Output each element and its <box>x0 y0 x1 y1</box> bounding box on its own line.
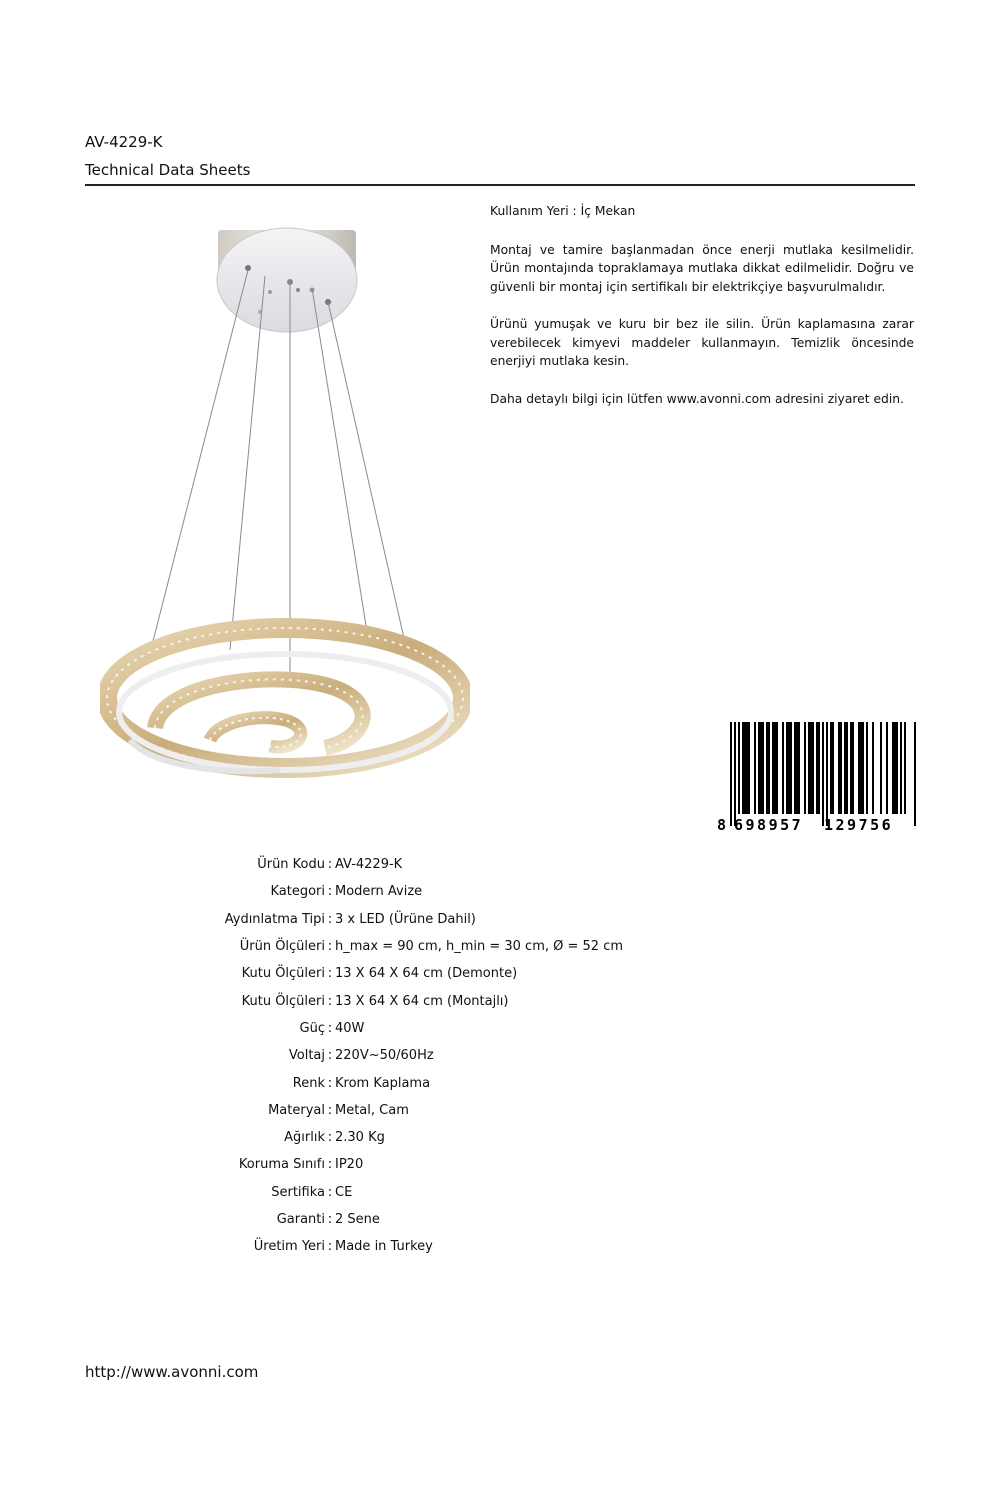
barcode-bar <box>846 722 848 814</box>
barcode-bar <box>754 722 756 814</box>
spec-separator: : <box>327 1212 333 1227</box>
spec-label: Koruma Sınıfı <box>238 1157 325 1173</box>
spec-label: Aydınlatma Tipi <box>224 911 325 927</box>
spec-value: Made in Turkey <box>335 1239 433 1255</box>
barcode-bar <box>796 722 798 814</box>
spec-separator: : <box>327 993 333 1009</box>
barcode-bars <box>730 722 917 826</box>
more-info-paragraph: Daha detaylı bilgi için lütfen www.avonni.com adresini ziyaret edin. <box>490 391 904 406</box>
barcode-bar <box>894 722 896 814</box>
barcode-bar <box>850 722 852 814</box>
spec-separator: : <box>327 911 333 927</box>
spec-row <box>120 1151 623 1178</box>
spec-separator: : <box>327 939 333 955</box>
barcode-bar <box>838 722 840 814</box>
barcode-bar <box>774 722 776 814</box>
barcode-bar <box>804 722 806 814</box>
barcode-bar <box>790 722 792 814</box>
spec-value: 220V~50/60Hz <box>335 1048 434 1064</box>
barcode-group-left: 698957 <box>734 816 804 834</box>
spec-value: Modern Avize <box>335 884 423 900</box>
barcode-bar <box>766 722 768 814</box>
barcode-bar <box>914 722 916 826</box>
spec-table <box>120 851 623 1260</box>
spec-label: Ürün Ölçüleri <box>239 939 325 955</box>
barcode <box>712 720 917 835</box>
ceiling-canopy <box>217 228 357 332</box>
footer-url[interactable]: http://www.avonni.com <box>85 1363 259 1381</box>
spec-row <box>120 933 623 960</box>
spec-row <box>120 1233 623 1260</box>
barcode-bar <box>896 722 898 814</box>
barcode-bar <box>768 722 770 814</box>
spec-row <box>120 1206 623 1233</box>
usage-info <box>490 202 914 427</box>
barcode-bar <box>746 722 748 814</box>
spec-row <box>120 1015 623 1042</box>
safety-paragraph: Montaj ve tamire başlanmadan önce enerji mutlaka kesilmelidir. Ürün montajında topraklamaya mutlaka dikkat edilmelidir. Doğru ve güvenli bir montaj için sertifikalı bir elektrikçiye başvurulmalıdır. <box>490 242 914 294</box>
page-subtitle: Technical Data Sheets <box>85 161 251 179</box>
barcode-bar <box>866 722 868 814</box>
spec-row <box>120 906 623 933</box>
spec-value: 40W <box>335 1020 365 1036</box>
barcode-bar <box>782 722 784 814</box>
spec-separator: : <box>327 1075 333 1091</box>
spec-label: Kategori <box>270 884 325 900</box>
barcode-bar <box>860 722 862 814</box>
spec-separator: : <box>327 1239 333 1255</box>
spec-row <box>120 1124 623 1151</box>
spec-value: Metal, Cam <box>335 1102 409 1118</box>
barcode-bar <box>742 722 744 814</box>
spec-row <box>120 987 623 1014</box>
spec-row <box>120 851 623 878</box>
barcode-bar <box>816 722 818 814</box>
barcode-bar <box>744 722 746 814</box>
spec-row <box>120 878 623 905</box>
spec-value: 2.30 Kg <box>335 1130 385 1146</box>
spec-label: Ağırlık <box>284 1130 325 1146</box>
barcode-bar <box>786 722 788 814</box>
spec-label: Voltaj <box>288 1048 325 1064</box>
barcode-bar <box>844 722 846 814</box>
spec-separator: : <box>327 1048 333 1064</box>
spec-label: Kutu Ölçüleri <box>241 993 325 1009</box>
spec-label: Garanti <box>276 1212 325 1227</box>
barcode-group-right: 129756 <box>824 816 894 834</box>
barcode-bar <box>830 722 832 814</box>
barcode-bar <box>818 722 820 814</box>
barcode-bar <box>812 722 814 814</box>
barcode-bar <box>762 722 764 814</box>
spec-separator: : <box>327 1130 333 1146</box>
barcode-bar <box>772 722 774 814</box>
spec-row <box>120 1097 623 1124</box>
spec-label: Ürün Kodu <box>257 857 325 873</box>
spec-label: Güç <box>299 1020 325 1036</box>
spec-value: h_max = 90 cm, h_min = 30 cm, Ø = 52 cm <box>335 939 624 955</box>
barcode-bar <box>892 722 894 814</box>
barcode-bar <box>808 722 810 814</box>
barcode-digit-first: 8 <box>717 816 727 834</box>
barcode-bar <box>738 722 740 814</box>
barcode-bar <box>852 722 854 814</box>
barcode-bar <box>862 722 864 814</box>
cleaning-paragraph: Ürünü yumuşak ve kuru bir bez ile silin. Ürün kaplamasına zarar verebilecek kimyevi maddeler kullanmayın. Temizlik öncesinde enerjiyi mutlaka kesin. <box>490 317 914 368</box>
spec-value: 13 X 64 X 64 cm (Demonte) <box>335 966 518 982</box>
barcode-bar <box>758 722 760 814</box>
spec-separator: : <box>327 1102 333 1118</box>
spec-label: Materyal <box>268 1102 325 1118</box>
spec-row <box>120 960 623 987</box>
barcode-bar <box>832 722 834 814</box>
spec-row <box>120 1042 623 1069</box>
spec-row <box>120 1179 623 1206</box>
spec-separator: : <box>327 1157 333 1173</box>
barcode-bar <box>822 722 824 826</box>
barcode-bar <box>748 722 750 814</box>
barcode-bar <box>760 722 762 814</box>
spec-separator: : <box>327 1184 333 1200</box>
usage-location: Kullanım Yeri : İç Mekan <box>490 204 636 218</box>
barcode-bar <box>900 722 902 814</box>
spec-label: Kutu Ölçüleri <box>241 966 325 982</box>
spec-value: IP20 <box>335 1157 364 1173</box>
barcode-bar <box>794 722 796 814</box>
spec-separator: : <box>327 884 333 900</box>
spec-label: Renk <box>292 1075 325 1091</box>
barcode-bar <box>840 722 842 814</box>
spec-separator: : <box>327 1020 333 1036</box>
spec-value: CE <box>335 1184 353 1200</box>
barcode-bar <box>734 722 736 826</box>
barcode-bar <box>776 722 778 814</box>
spec-separator: : <box>327 857 333 873</box>
spec-value: 2 Sene <box>335 1212 380 1227</box>
barcode-bar <box>880 722 882 814</box>
barcode-bar <box>810 722 812 814</box>
barcode-bar <box>788 722 790 814</box>
product-code-title: AV-4229-K <box>85 133 163 151</box>
spec-label: Sertifika <box>271 1184 325 1200</box>
barcode-bar <box>872 722 874 814</box>
spec-value: AV-4229-K <box>335 857 403 873</box>
spec-label: Üretim Yeri <box>253 1239 325 1255</box>
spec-value: 3 x LED (Ürüne Dahil) <box>335 911 476 927</box>
spec-value: Krom Kaplama <box>335 1075 431 1091</box>
spec-separator: : <box>327 966 333 982</box>
spec-row <box>120 1069 623 1096</box>
barcode-bar <box>886 722 888 814</box>
barcode-bar <box>858 722 860 814</box>
header-divider <box>85 184 915 186</box>
chandelier-image <box>100 220 470 800</box>
barcode-bar <box>904 722 906 814</box>
barcode-bar <box>798 722 800 814</box>
barcode-bar <box>826 722 828 826</box>
spec-value: 13 X 64 X 64 cm (Montajlı) <box>335 993 509 1009</box>
barcode-bar <box>730 722 732 826</box>
